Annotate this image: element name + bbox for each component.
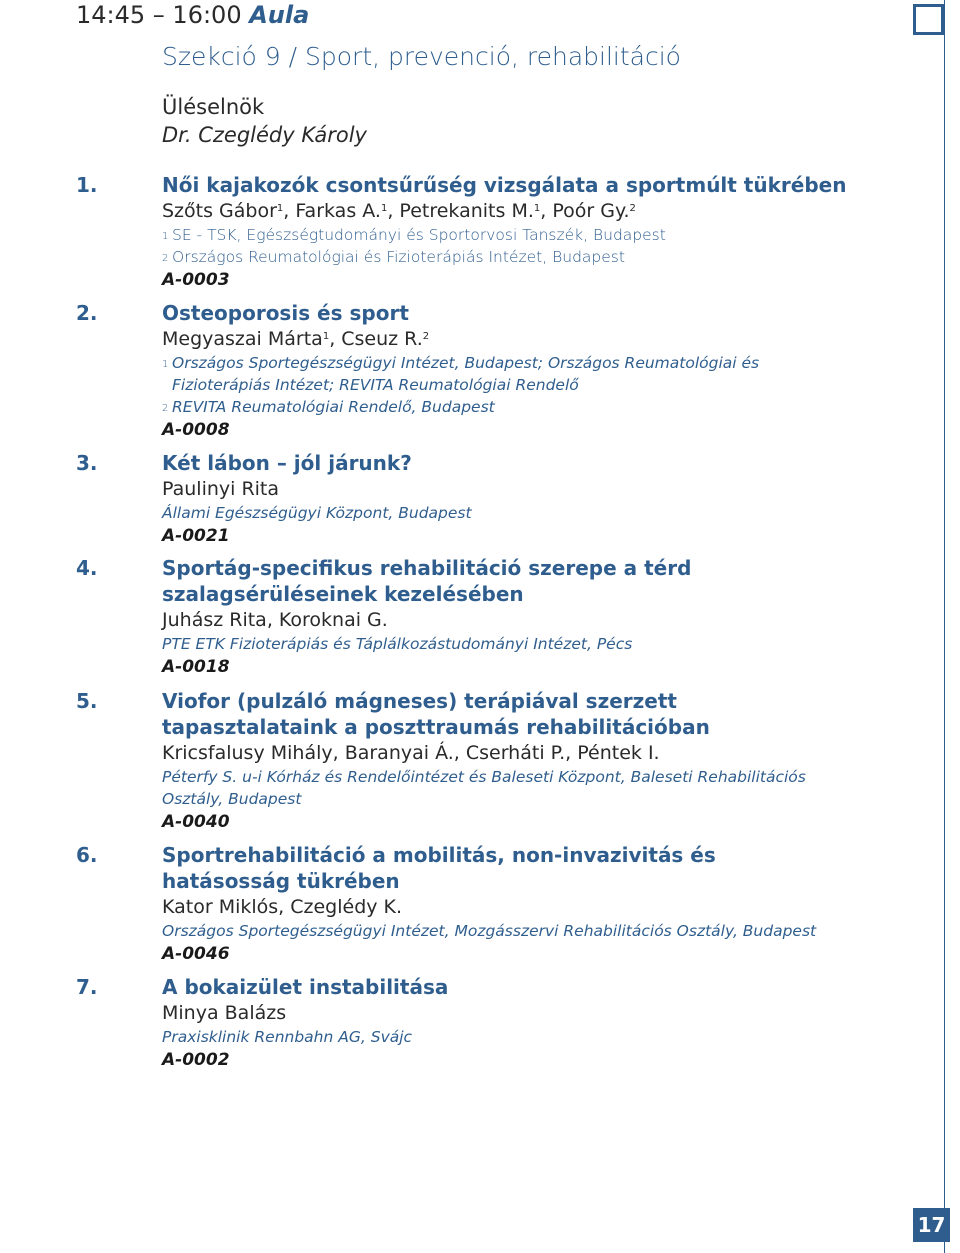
- session-time-header: [76, 0, 309, 30]
- talk-7: [0, 974, 900, 1072]
- talk-number: 7.: [76, 975, 98, 999]
- abstract-code: A-0002: [162, 1050, 230, 1070]
- talk-affiliation: 1 Országos Sportegészségügyi Intézet, Budapest; Országos Reumatológiai és Fizioterápiás Intézet; REVITA Reumatológiai Rendelő: [162, 354, 760, 394]
- abstract-code: A-0046: [162, 944, 230, 964]
- talk-title: Sportrehabilitáció a mobilitás, non-invazivitás és hatásosság tükrében: [162, 843, 716, 893]
- session-time: 14:45 – 16:00: [76, 1, 242, 29]
- talk-affiliation: Országos Sportegészségügyi Intézet, Mozgásszervi Rehabilitációs Osztály, Budapest: [162, 922, 817, 940]
- talk-1: [0, 172, 900, 292]
- talk-authors: Megyaszai Márta$^1$, Cseuz R.$^2$: [162, 328, 430, 350]
- abstract-code: A-0040: [162, 812, 230, 832]
- talk-4: [0, 555, 900, 679]
- talk-title: Sportág-specifikus rehabilitáció szerepe a térd szalagsérüléseinek kezelésében: [162, 556, 692, 606]
- talk-number: 3.: [76, 451, 98, 475]
- talk-affiliation: PTE ETK Fizioterápiás és Táplálkozástudományi Intézet, Pécs: [162, 635, 633, 653]
- abstract-code: A-0018: [162, 657, 230, 677]
- page-edge-rule: [944, 0, 945, 1253]
- talk-3: [0, 450, 900, 548]
- talk-affiliation: 2 REVITA Reumatológiai Rendelő, Budapest: [162, 398, 495, 416]
- talk-title: Viofor (pulzáló mágneses) terápiával szerzett tapasztalataink a poszttraumás rehabilitációban: [162, 689, 710, 739]
- chairs-name: Dr. Czeglédy Károly: [162, 123, 367, 147]
- talk-title: Női kajakozók csontsűrűség vizsgálata a sportmúlt tükrében: [162, 173, 847, 197]
- talk-title: Két lábon – jól járunk?: [162, 451, 412, 475]
- talk-2: [0, 300, 900, 442]
- talk-number: 2.: [76, 301, 98, 325]
- corner-marker: [913, 4, 944, 35]
- abstract-code: A-0021: [162, 526, 230, 546]
- talk-number: 5.: [76, 689, 98, 713]
- talk-5: [0, 688, 900, 834]
- talk-affiliation: Praxisklinik Rennbahn AG, Svájc: [162, 1028, 413, 1046]
- talk-number: 4.: [76, 556, 98, 580]
- section-title: Szekció 9 / Sport, prevenció, rehabilitáció: [162, 42, 681, 71]
- session-room: Aula: [249, 1, 310, 29]
- abstract-code: A-0008: [162, 420, 230, 440]
- talk-authors: Juhász Rita, Koroknai G.: [162, 609, 388, 631]
- talk-affiliation: 2 Országos Reumatológiai és Fizioterápiás Intézet, Budapest: [162, 248, 625, 266]
- talk-title: A bokaizület instabilitása: [162, 975, 449, 999]
- talk-6: [0, 842, 900, 966]
- talk-number: 6.: [76, 843, 98, 867]
- talk-affiliation: Péterfy S. u-i Kórház és Rendelőintézet és Baleseti Központ, Baleseti Rehabilitációs Osztály, Budapest: [162, 768, 806, 808]
- talk-authors: Kricsfalusy Mihály, Baranyai Á., Cserháti P., Péntek I.: [162, 742, 660, 764]
- abstract-code: A-0003: [162, 270, 230, 290]
- talk-title: Osteoporosis és sport: [162, 301, 409, 325]
- page-number: 17: [913, 1208, 950, 1242]
- chairs-label: Üléselnök: [162, 95, 265, 119]
- talk-affiliation: Állami Egészségügyi Központ, Budapest: [162, 504, 472, 522]
- talk-affiliation: 1 SE - TSK, Egészségtudományi és Sportorvosi Tanszék, Budapest: [162, 226, 666, 244]
- talk-authors: Kator Miklós, Czeglédy K.: [162, 896, 403, 918]
- talk-authors: Szőts Gábor$^1$, Farkas A.$^1$, Petrekanits M.$^1$, Poór Gy.$^2$: [162, 200, 636, 222]
- talk-authors: Minya Balázs: [162, 1002, 287, 1024]
- talk-number: 1.: [76, 173, 98, 197]
- talk-authors: Paulinyi Rita: [162, 478, 280, 500]
